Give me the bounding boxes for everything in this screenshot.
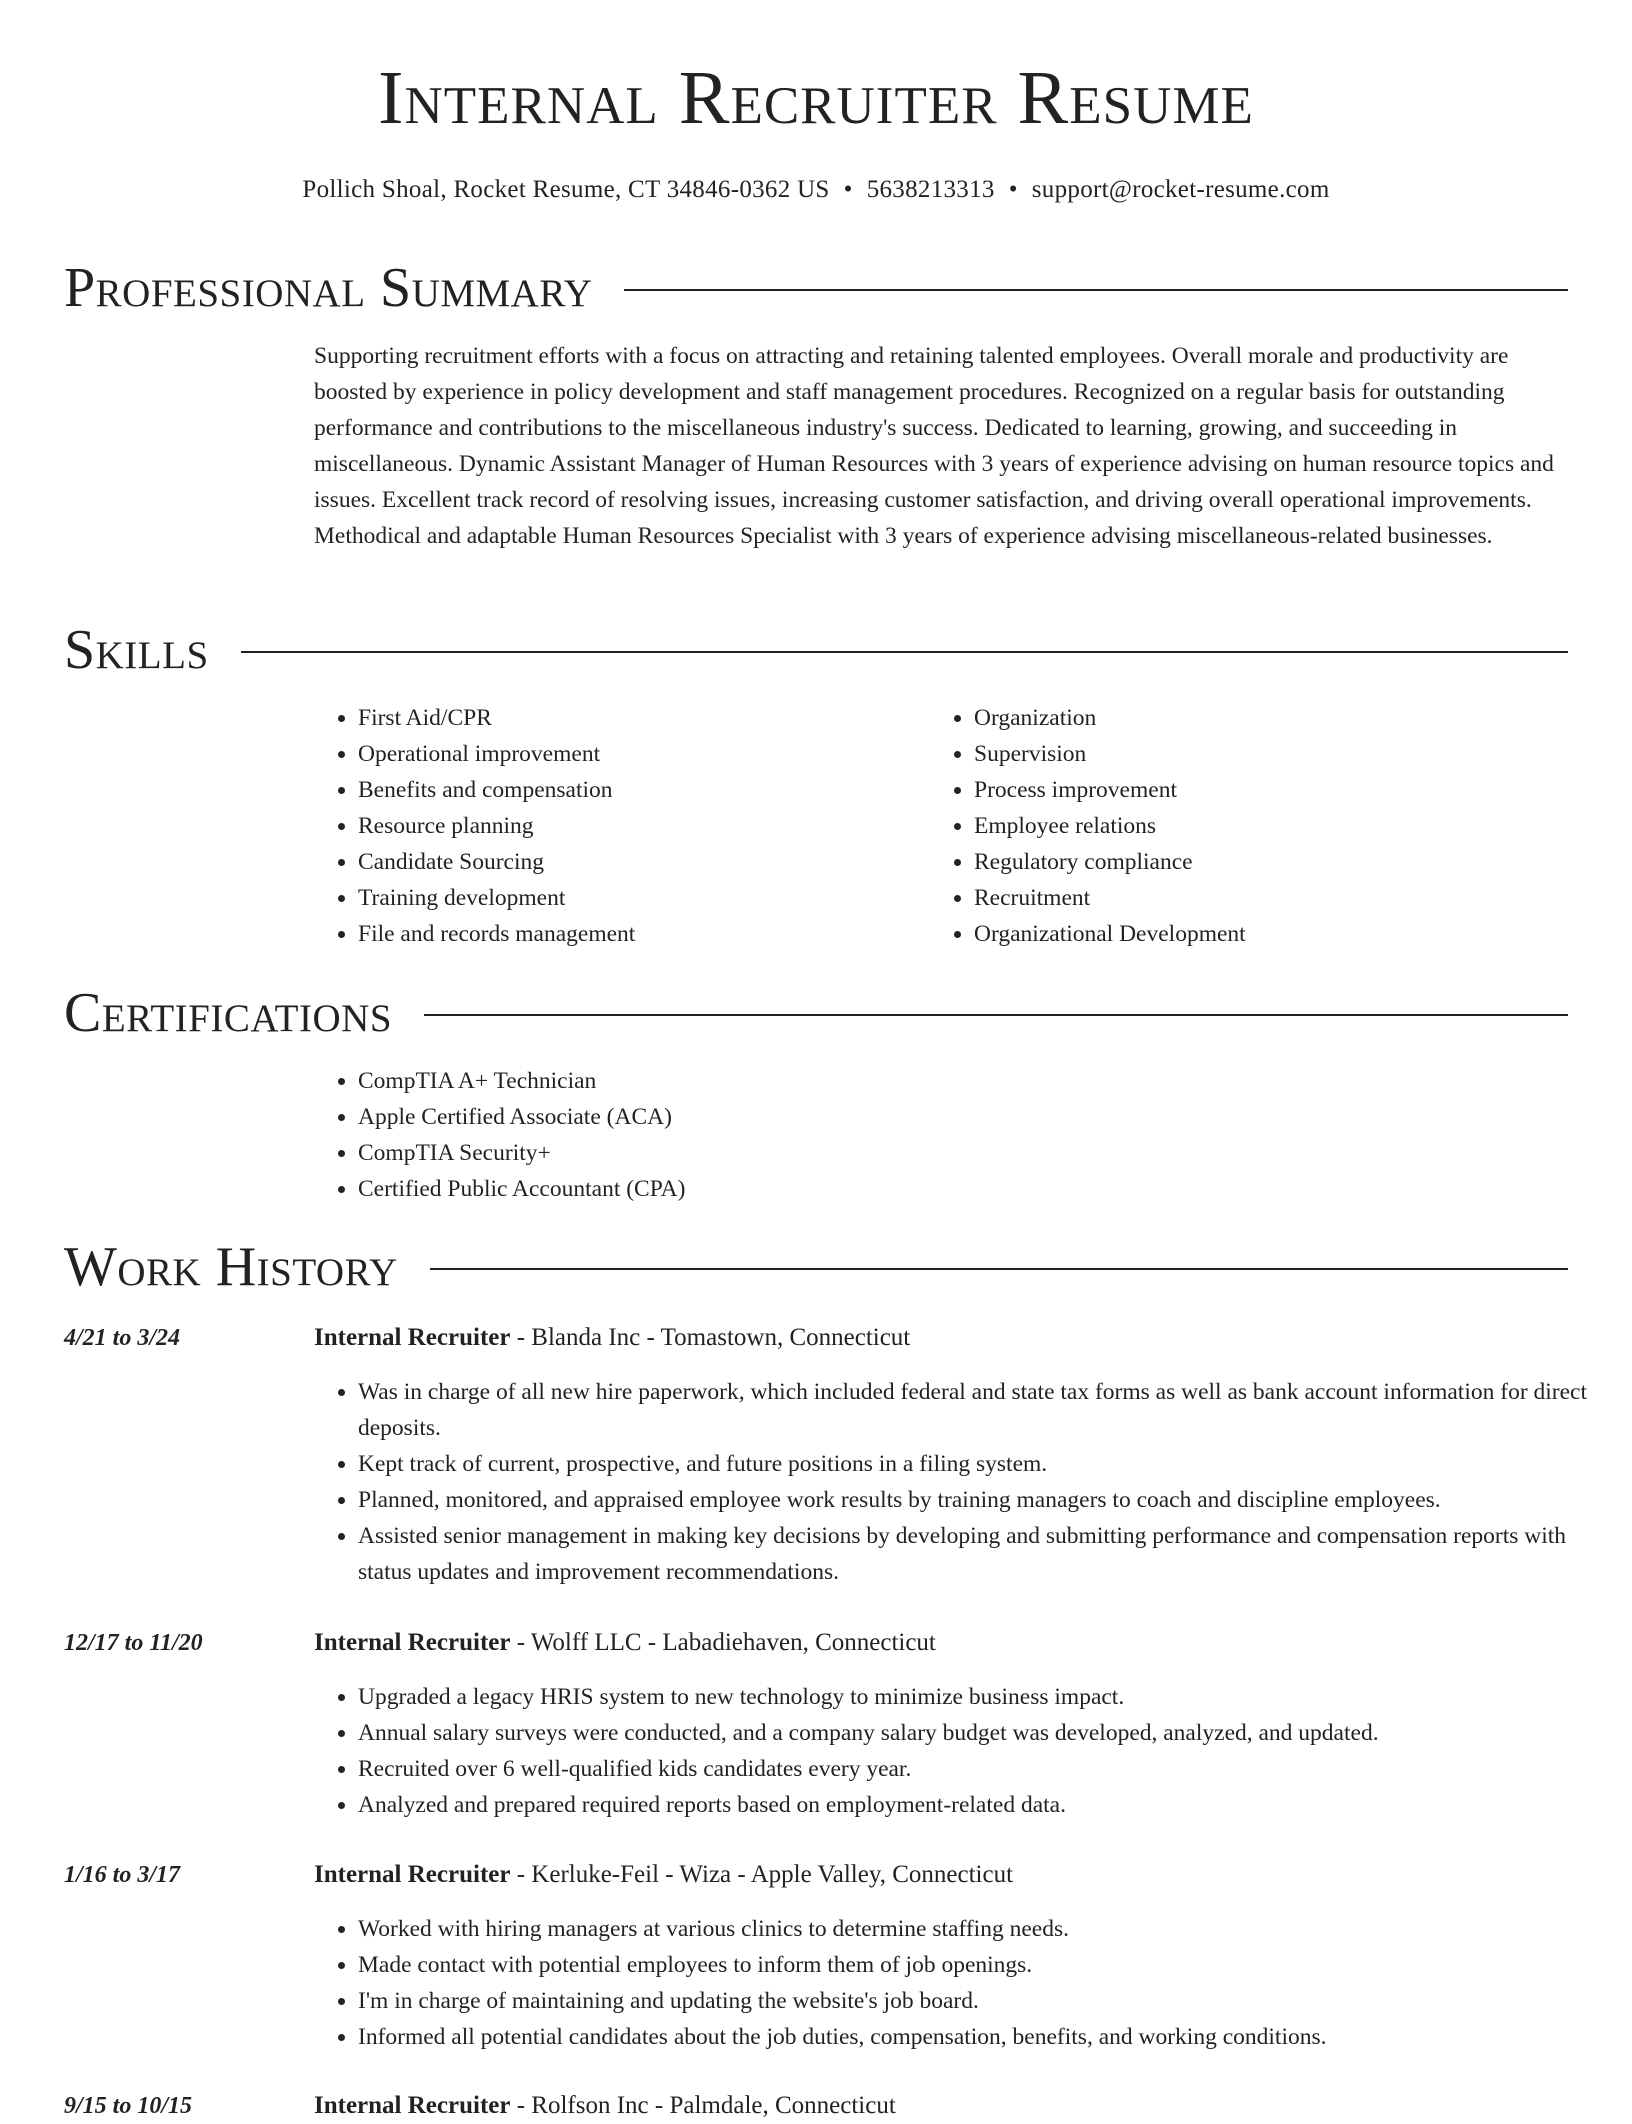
work-history-section-header: [64, 1235, 1568, 1299]
certification-item: • CompTIA A+ Technician: [358, 1063, 685, 1099]
job-duties: [314, 1679, 1614, 1823]
summary-section-header: [64, 256, 1568, 320]
section-divider: [430, 1268, 1568, 1270]
skill-item: • Employee relations: [974, 808, 1246, 844]
job-company-location: - Rolfson Inc - Palmdale, Connecticut: [510, 2092, 896, 2119]
skill-item: • File and records management: [358, 916, 635, 952]
certifications-heading: Certifications: [64, 982, 393, 1044]
job-dates: 4/21 to 3/24: [64, 1325, 181, 1351]
work-history-heading: Work History: [64, 1236, 398, 1298]
section-divider: [624, 289, 1568, 291]
job-duties: [314, 1374, 1614, 1590]
job-company-location: - Blanda Inc - Tomastown, Connecticut: [510, 1324, 911, 1351]
duty-item: • Kept track of current, prospective, and future positions in a filing system.: [358, 1446, 1614, 1482]
job-title: Internal Recruiter: [314, 2092, 511, 2119]
duty-item: • Planned, monitored, and appraised employee work results by training managers to coach and discipline employees.: [358, 1482, 1614, 1518]
certifications-list: [314, 1063, 685, 1207]
contact-email: support@rocket-resume.com: [1031, 176, 1330, 203]
job-company-location: - Wolff LLC - Labadiehaven, Connecticut: [510, 1629, 936, 1656]
skills-heading: Skills: [64, 619, 209, 681]
skill-item: • Candidate Sourcing: [358, 844, 635, 880]
job-headline: [314, 1857, 1013, 1893]
certification-item: • Apple Certified Associate (ACA): [358, 1099, 685, 1135]
job-headline: [314, 2088, 896, 2124]
duty-item: • Was in charge of all new hire paperwork, which included federal and state tax forms as well as bank account information for direct deposits.: [358, 1374, 1614, 1446]
job-title: Internal Recruiter: [314, 1861, 511, 1888]
skill-item: • Process improvement: [974, 772, 1246, 808]
resume-title: Internal Recruiter Resume: [378, 56, 1254, 140]
duty-item: • Analyzed and prepared required reports based on employment-related data.: [358, 1787, 1614, 1823]
skill-item: • Training development: [358, 880, 635, 916]
skill-item: • Benefits and compensation: [358, 772, 635, 808]
duty-item: • Worked with hiring managers at various clinics to determine staffing needs.: [358, 1911, 1614, 1947]
contact-address: Pollich Shoal, Rocket Resume, CT 34846-0362 US: [302, 176, 830, 203]
job-headline: [314, 1320, 910, 1356]
duty-item: • Recruited over 6 well-qualified kids candidates every year.: [358, 1751, 1614, 1787]
skill-item: • Operational improvement: [358, 736, 635, 772]
duty-item: • Informed all potential candidates about the job duties, compensation, benefits, and working conditions.: [358, 2019, 1614, 2055]
skill-item: • Recruitment: [974, 880, 1246, 916]
duty-item: • Made contact with potential employees to inform them of job openings.: [358, 1947, 1614, 1983]
skills-list-right: [930, 700, 1246, 952]
skill-item: • Resource planning: [358, 808, 635, 844]
section-divider: [424, 1014, 1568, 1016]
skills-list-left: [314, 700, 635, 952]
section-divider: [241, 651, 1568, 653]
summary-heading: Professional Summary: [64, 257, 593, 319]
summary-text: Supporting recruitment efforts with a focus on attracting and retaining talented employees. Overall morale and productivity are boosted by experience in policy development and staff management procedures. Recognized on a regular basis for outstanding performance and contributions to the miscellaneous industry's success. Dedicated to learning, growing, and succeeding in miscellaneous. Dynamic Assistant Manager of Human Resources with 3 years of experience advising on human resource topics and issues. Excellent track record of resolving issues, increasing customer satisfaction, and driving overall operational improvements. Methodical and adaptable Human Resources Specialist with 3 years of experience advising miscellaneous-related businesses.: [314, 343, 1554, 549]
duty-item: • Upgraded a legacy HRIS system to new technology to minimize business impact.: [358, 1679, 1614, 1715]
job-title: Internal Recruiter: [314, 1324, 511, 1351]
duty-item: • I'm in charge of maintaining and updating the website's job board.: [358, 1983, 1614, 2019]
job-duties: [314, 1911, 1614, 2055]
job-title: Internal Recruiter: [314, 1629, 511, 1656]
certification-item: • Certified Public Accountant (CPA): [358, 1171, 685, 1207]
skill-item: • Organization: [974, 700, 1246, 736]
certifications-section-header: [64, 981, 1568, 1045]
job-company-location: - Kerluke-Feil - Wiza - Apple Valley, Connecticut: [510, 1861, 1014, 1888]
skill-item: • First Aid/CPR: [358, 700, 635, 736]
contact-separator: •: [1008, 176, 1018, 203]
contact-line: [0, 176, 1632, 204]
skill-item: • Supervision: [974, 736, 1246, 772]
job-dates: 9/15 to 10/15: [64, 2093, 193, 2119]
job-headline: [314, 1625, 936, 1661]
skill-item: • Organizational Development: [974, 916, 1246, 952]
certification-item: • CompTIA Security+: [358, 1135, 685, 1171]
job-dates: 12/17 to 11/20: [64, 1630, 203, 1656]
duty-item: • Assisted senior management in making key decisions by developing and submitting performance and compensation reports with status updates and improvement recommendations.: [358, 1518, 1614, 1590]
skill-item: • Regulatory compliance: [974, 844, 1246, 880]
job-dates: 1/16 to 3/17: [64, 1862, 181, 1888]
contact-separator: •: [843, 176, 853, 203]
duty-item: • Annual salary surveys were conducted, and a company salary budget was developed, analyzed, and updated.: [358, 1715, 1614, 1751]
contact-phone: 5638213313: [866, 176, 995, 203]
skills-section-header: [64, 618, 1568, 682]
